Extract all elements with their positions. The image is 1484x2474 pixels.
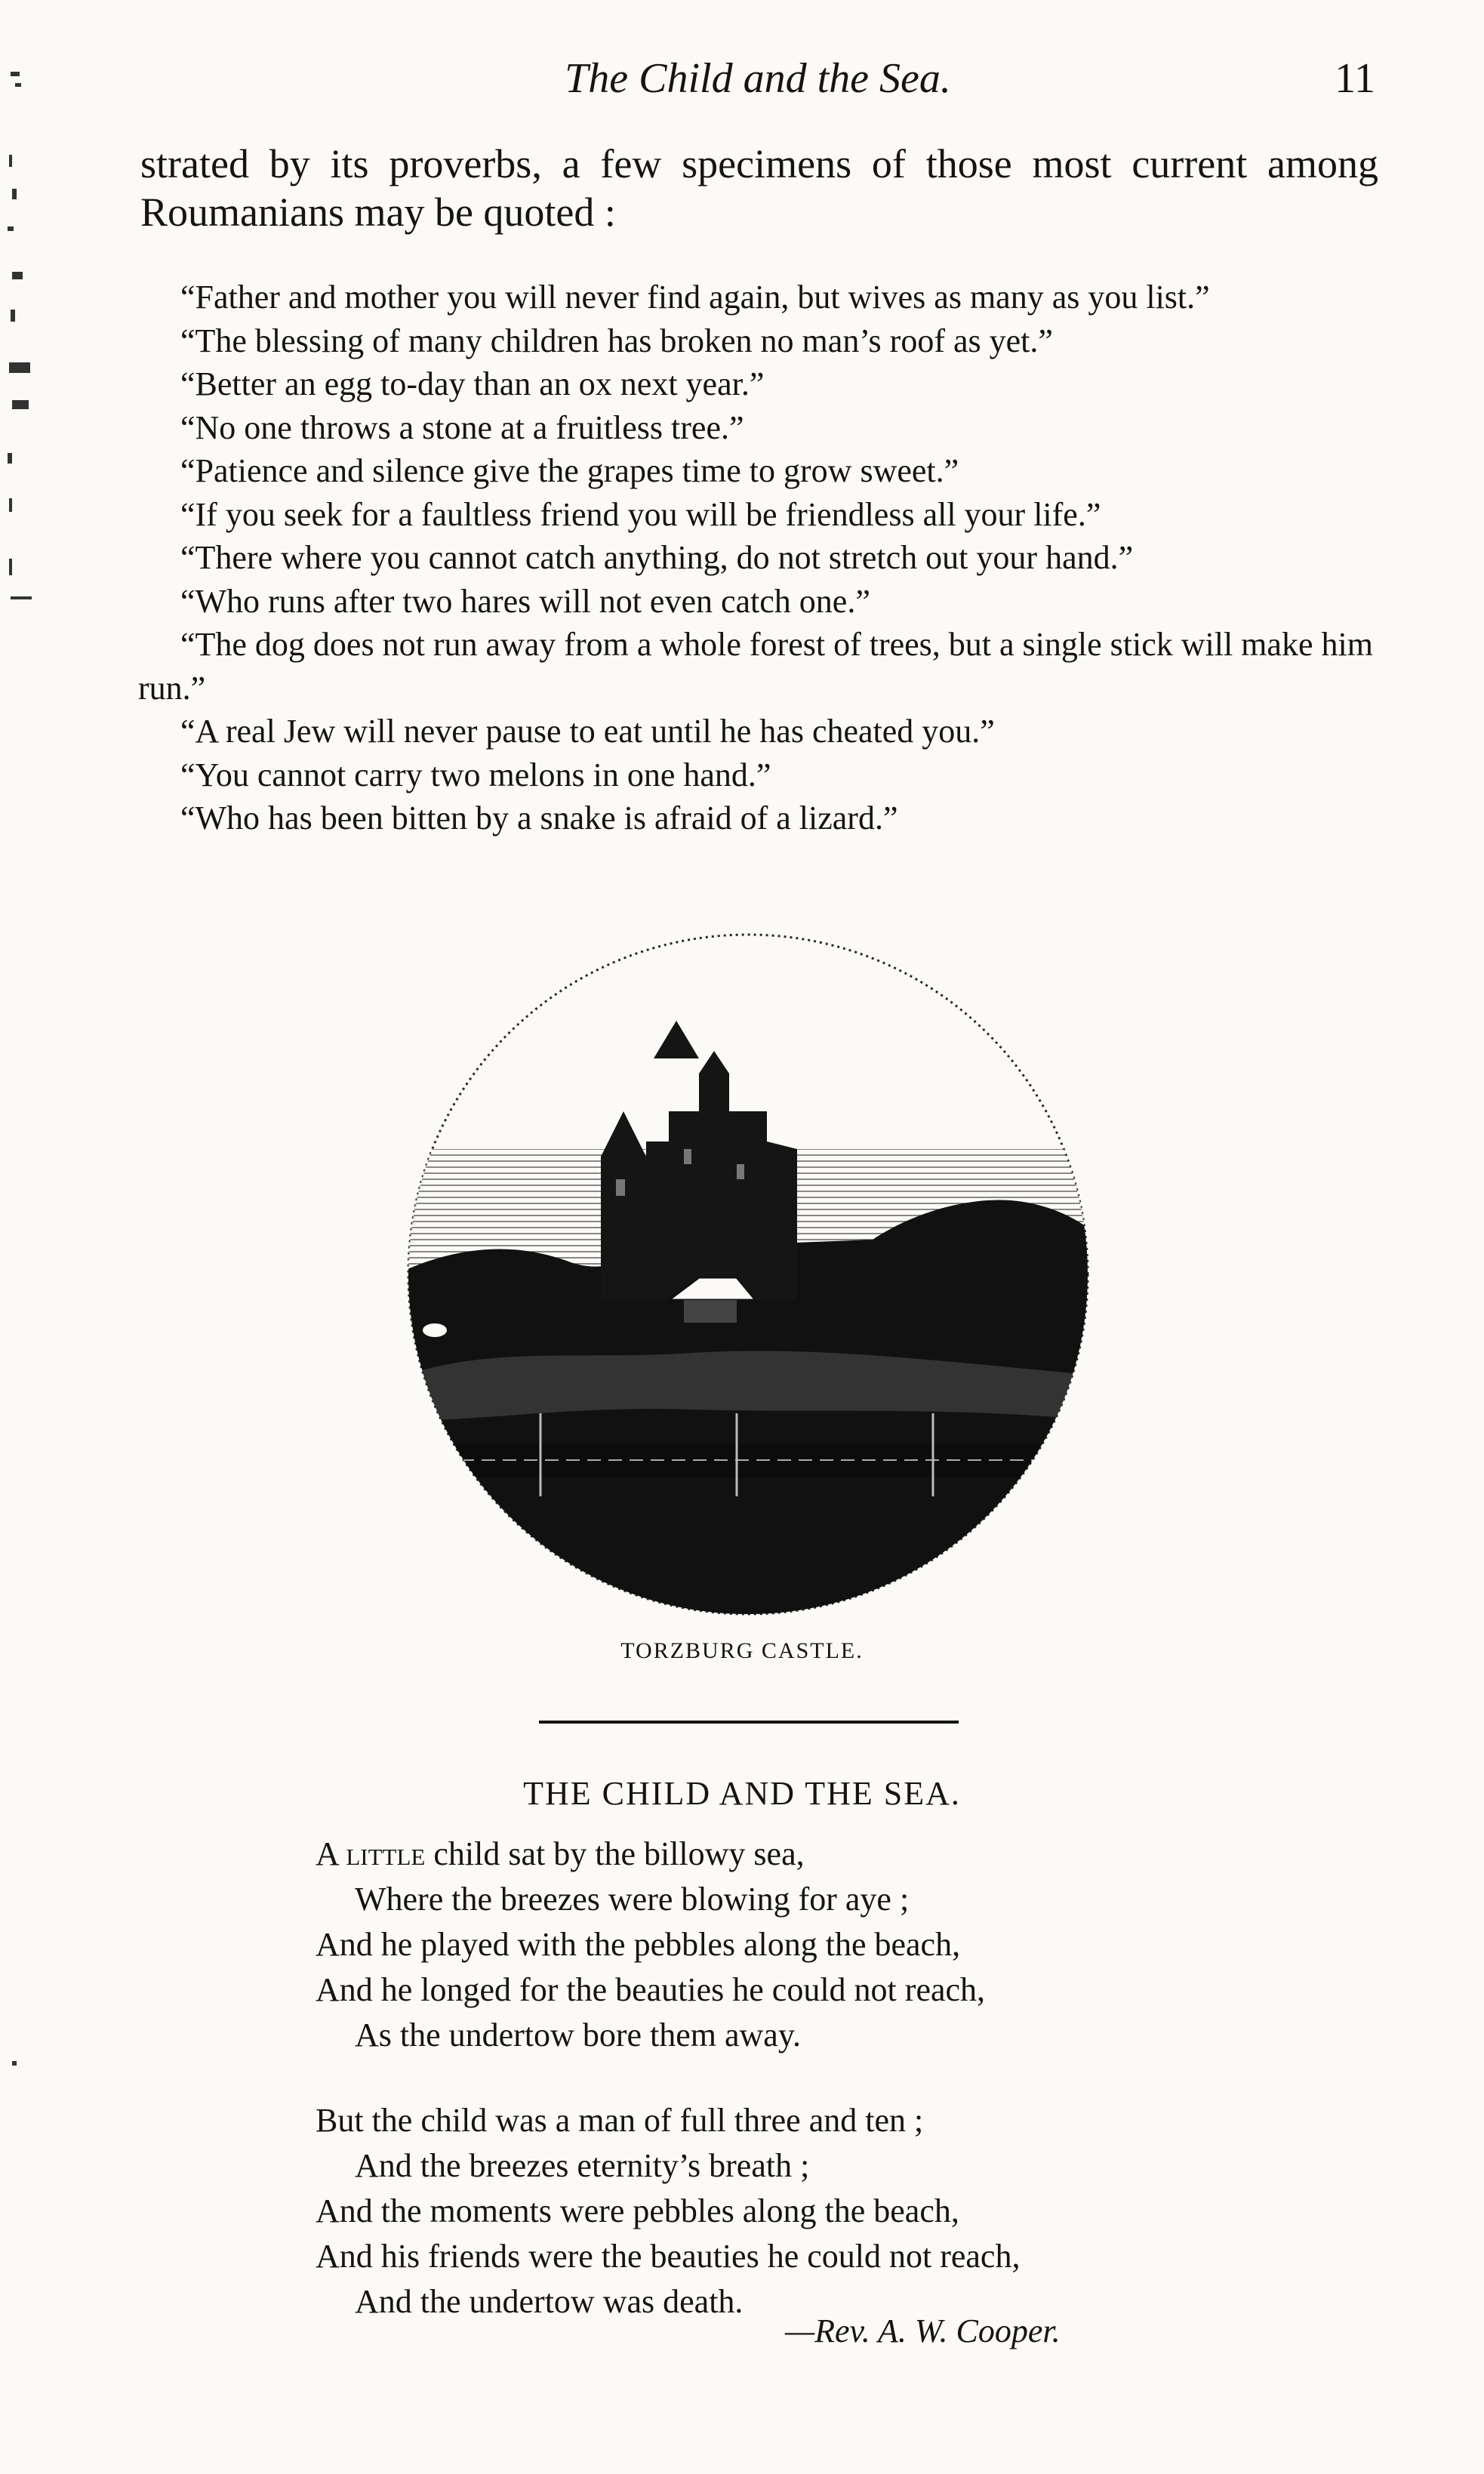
proverb: “If you seek for a faultless friend you will be friendless all your life.” — [180, 495, 1101, 533]
poem-line: And he longed for the beauties he could not reach, — [316, 1971, 986, 2008]
castle-illustration — [344, 923, 1152, 1623]
proverb: “No one throws a stone at a fruitless tree.” — [180, 408, 744, 446]
poem-title: THE CHILD AND THE SEA. — [523, 1775, 961, 1812]
proverb: “There where you cannot catch anything, do not stretch out your hand.” — [180, 539, 1134, 576]
poem-first-word: A — [316, 1835, 338, 1872]
poem-line-text: child sat by the billowy sea, — [425, 1835, 805, 1872]
illustration-caption: TORZBURG CASTLE. — [620, 1638, 864, 1663]
poem-attribution: —Rev. A. W. Cooper. — [785, 2312, 1061, 2349]
poem-line: And the moments were pebbles along the beach, — [316, 2192, 959, 2229]
poem-line — [316, 1832, 1297, 1877]
stanza — [316, 1832, 1297, 2058]
poem-line: As the undertow bore them away. — [355, 2016, 801, 2053]
proverb: “Who runs after two hares will not even catch one.” — [180, 582, 870, 620]
poem-line: And his friends were the beauties he could not reach, — [316, 2238, 1021, 2275]
proverb: “You cannot carry two melons in one hand.” — [180, 756, 771, 793]
section-divider — [539, 1721, 959, 1724]
proverb-list — [138, 276, 1380, 840]
proverb: “The dog does not run away from a whole forest of trees, but a single stick will make him run.” — [138, 626, 1373, 707]
poem-line: And the undertow was death. — [355, 2283, 744, 2320]
intro-paragraph: strated by its proverbs, a few specimens of those most current among Roumanians may be quoted : — [140, 141, 1378, 235]
proverb: “The blessing of many children has broken no man’s roof as yet.” — [180, 322, 1053, 359]
proverb: “Who has been bitten by a snake is afraid of a lizard.” — [180, 800, 898, 836]
proverb: “Father and mother you will never find again, but wives as many as you list.” — [180, 279, 1210, 316]
scan-margin-marks — [0, 0, 53, 2474]
page-header — [140, 48, 1375, 109]
proverb: “Patience and silence give the grapes time to grow sweet.” — [180, 452, 959, 489]
stanza — [316, 2098, 1297, 2325]
proverb: “Better an egg to-day than an ox next year.” — [180, 365, 765, 402]
poem-line: But the child was a man of full three and ten ; — [316, 2102, 924, 2139]
proverb: “A real Jew will never pause to eat until he has cheated you.” — [180, 713, 995, 750]
poem-line: Where the breezes were blowing for aye ; — [355, 1881, 910, 1918]
poem — [316, 1832, 1297, 2365]
poem-line: And he played with the pebbles along the beach, — [316, 1926, 961, 1963]
poem-line: And the breezes eternity’s breath ; — [355, 2147, 810, 2184]
page-number: 11 — [1335, 55, 1375, 102]
small-caps-word: little — [346, 1835, 426, 1872]
running-title: The Child and the Sea. — [565, 55, 951, 102]
